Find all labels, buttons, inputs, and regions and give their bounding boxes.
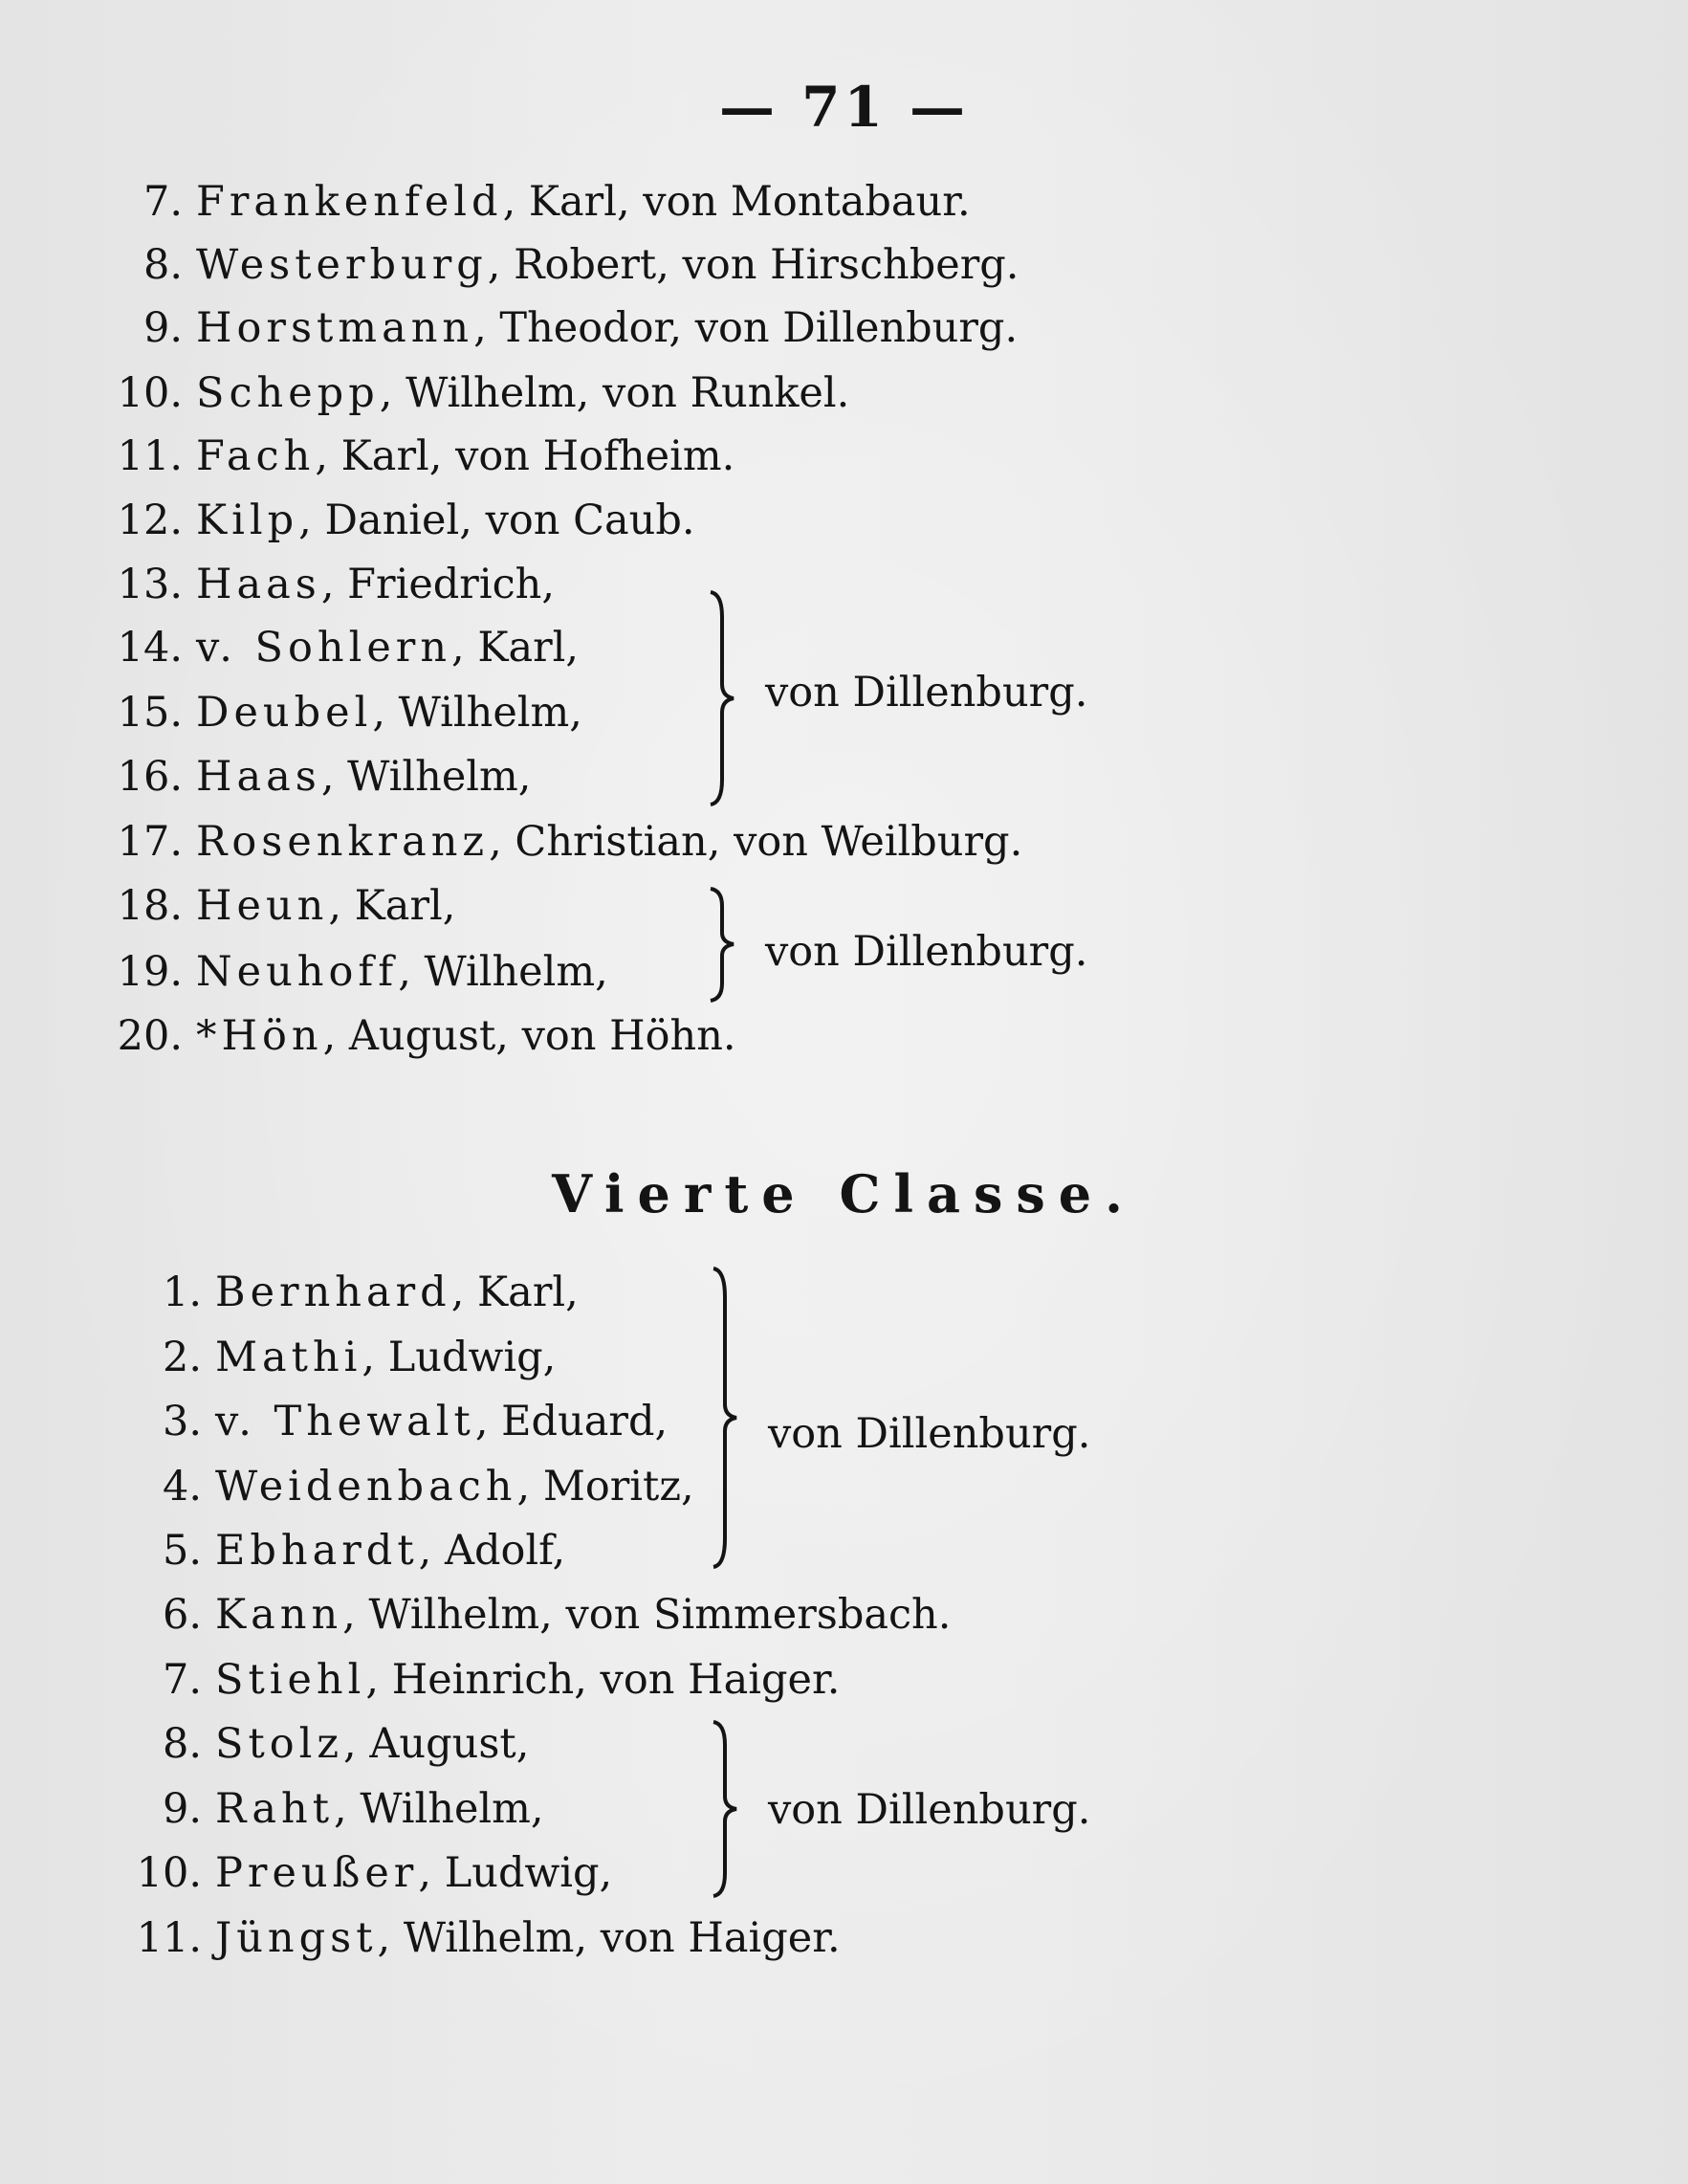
entry-surname: Horstmann [196,304,474,352]
entry-surname: *Hön [196,1012,323,1060]
entry-surname: Stiehl [215,1656,366,1704]
entry-surname: Deubel [196,689,373,737]
list-item [92,948,608,996]
entry-surname: Westerburg [196,241,488,289]
entry-details: , Karl, [450,1268,579,1316]
entry-number: 5. [162,1527,202,1575]
entry-surname: Weidenbach [215,1463,517,1511]
entry-surname: v. Sohlern [196,624,452,672]
entry-surname: Bernhard [215,1268,451,1316]
list-item [111,1463,694,1511]
entry-surname: Kilp [196,496,299,544]
brace-icon [703,588,741,808]
list-item [92,241,1019,289]
list-item [111,1398,669,1445]
list-item [92,624,580,672]
entry-surname: Raht [215,1785,334,1833]
entry-surname: Stolz [215,1720,344,1768]
entry-details: , Heinrich, von Haiger. [365,1656,841,1704]
entry-number: 9. [142,304,183,352]
entry-details: , Ludwig, [418,1849,613,1897]
list-item [92,818,1023,866]
entry-details: , Moritz, [516,1463,694,1511]
entry-surname: Rosenkranz [196,818,490,866]
entry-details: , August, [343,1720,530,1768]
group-place: von Dillenburg. [768,1786,1091,1834]
group-place: von Dillenburg. [768,1410,1091,1458]
section-title: Vierte Classe. [552,1163,1136,1224]
list-item [92,178,971,226]
list-item [92,496,695,544]
entry-surname: Jüngst [215,1914,378,1962]
brace-icon [703,885,741,1004]
entry-details: , Karl, [451,624,580,672]
list-item [111,1656,841,1704]
list-item [111,1268,579,1316]
entry-details: , Ludwig, [362,1334,557,1381]
list-item [92,1012,736,1060]
list-item [92,369,850,417]
entry-details: , August, von Höhn. [322,1012,736,1060]
list-item [92,882,456,930]
entry-number: 16. [117,753,183,801]
entry-surname: Mathi [215,1334,362,1381]
entry-number: 1. [162,1268,202,1316]
entry-details: , Karl, von Montabaur. [502,178,971,226]
entry-surname: Kann [215,1591,343,1639]
entry-surname: v. Thewalt [215,1398,475,1445]
entry-details: , Friedrich, [320,561,556,608]
entry-surname: Frankenfeld [196,178,503,226]
list-item [92,689,582,737]
entry-number: 18. [117,882,183,930]
brace-icon [706,1265,744,1571]
list-item [111,1720,530,1768]
group-place: von Dillenburg. [765,928,1088,976]
entry-number: 19. [117,948,183,996]
entry-surname: Schepp [196,369,380,417]
list-item [111,1914,841,1962]
entry-number: 11. [136,1914,202,1962]
entry-number: 3. [162,1398,202,1445]
list-item [111,1785,544,1833]
entry-number: 7. [162,1656,202,1704]
entry-details: , Christian, von Weilburg. [489,818,1023,866]
entry-number: 12. [117,496,183,544]
entry-number: 17. [117,818,183,866]
list-item [111,1849,613,1897]
entry-details: , Robert, von Hirschberg. [487,241,1019,289]
entry-details: , Wilhelm, [333,1785,544,1833]
entry-details: , Adolf, [418,1527,566,1575]
entry-details: , Daniel, von Caub. [298,496,695,544]
entry-details: , Wilhelm, [320,753,532,801]
entry-number: 14. [117,624,183,672]
entry-number: 11. [117,432,183,480]
entry-details: , Wilhelm, [372,689,582,737]
entry-details: , Karl, von Hofheim. [315,432,735,480]
entry-surname: Neuhoff [196,948,399,996]
entry-number: 9. [162,1785,202,1833]
list-item [92,753,532,801]
entry-number: 4. [162,1463,202,1511]
entry-number: 6. [162,1591,202,1639]
entry-details: , Karl, [328,882,456,930]
entry-details: , Eduard, [474,1398,669,1445]
entry-surname: Fach [196,432,316,480]
group-place: von Dillenburg. [765,669,1088,717]
entry-number: 15. [117,689,183,737]
list-item [92,432,735,480]
entry-number: 10. [136,1849,202,1897]
entry-details: , Wilhelm, von Runkel. [379,369,850,417]
list-item [111,1591,952,1639]
entry-number: 8. [142,241,183,289]
brace-icon [706,1718,744,1900]
entry-number: 8. [162,1720,202,1768]
entry-number: 20. [117,1012,183,1060]
entry-number: 13. [117,561,183,608]
list-item [111,1527,566,1575]
entry-number: 10. [117,369,183,417]
page-number: — 71 — [718,75,970,140]
entry-details: , Wilhelm, von Simmersbach. [342,1591,952,1639]
entry-surname: Haas [196,753,321,801]
entry-surname: Heun [196,882,329,930]
entry-number: 7. [142,178,183,226]
entry-number: 2. [162,1334,202,1381]
list-item [111,1334,557,1381]
entry-details: , Wilhelm, von Haiger. [377,1914,841,1962]
list-item [92,561,556,608]
entry-details: , Theodor, von Dillenburg. [473,304,1019,352]
list-item [92,304,1019,352]
entry-surname: Ebhardt [215,1527,419,1575]
entry-details: , Wilhelm, [398,948,608,996]
entry-surname: Preußer [215,1849,419,1897]
entry-surname: Haas [196,561,321,608]
